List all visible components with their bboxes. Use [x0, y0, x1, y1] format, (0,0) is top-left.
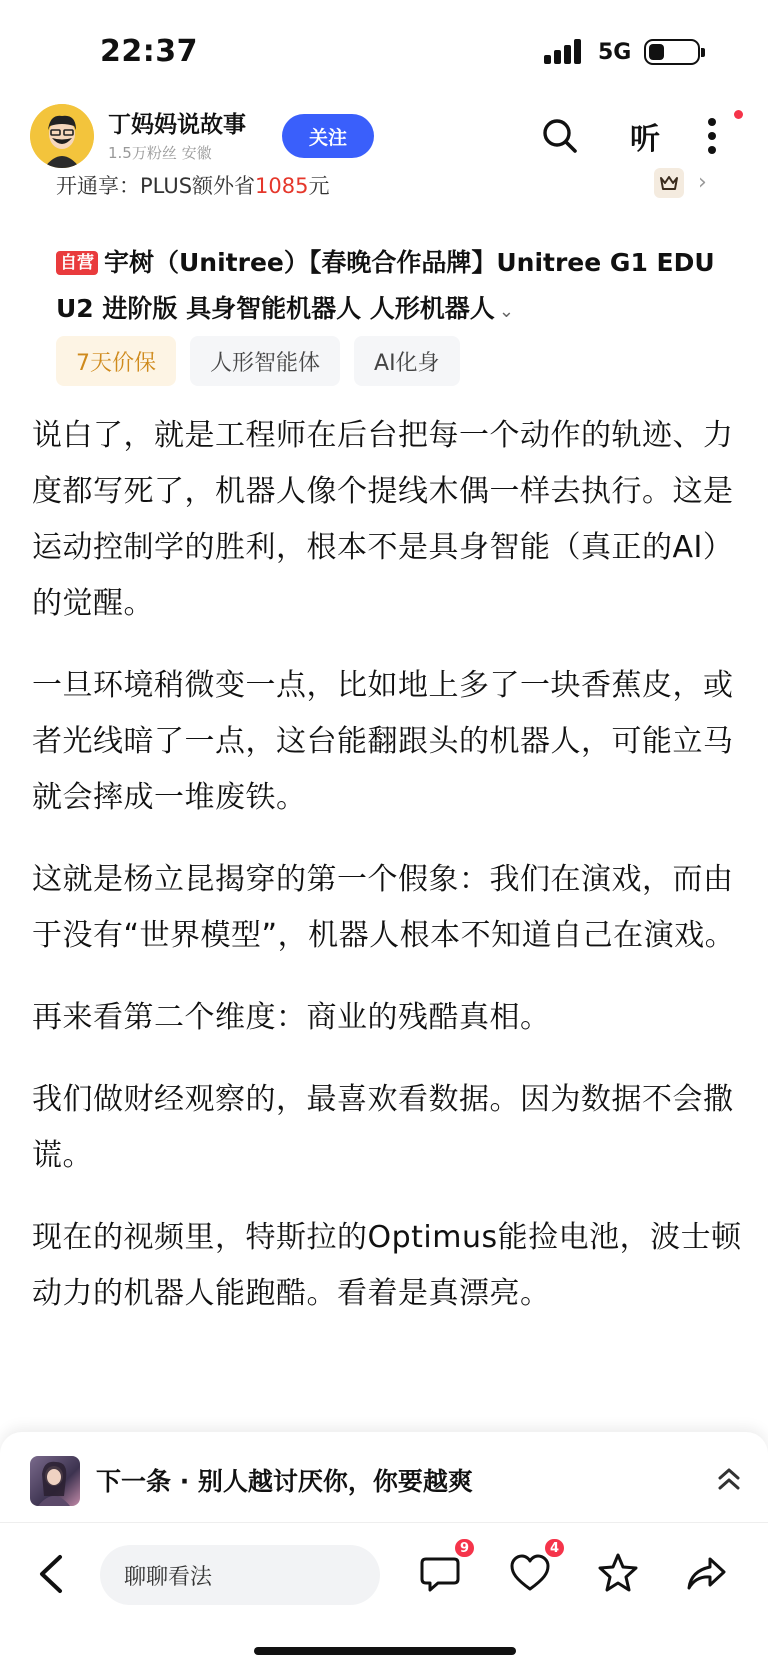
product-tags: [56, 336, 460, 386]
product-title[interactable]: [56, 240, 716, 335]
bottom-action-bar: [0, 1522, 768, 1667]
plus-amount: 1085: [255, 174, 309, 198]
battery-fill: [649, 44, 664, 60]
battery-icon: [644, 39, 700, 65]
status-bar: [0, 0, 768, 100]
search-icon[interactable]: [538, 114, 582, 158]
comment-input[interactable]: 聊聊看法: [100, 1545, 380, 1605]
star-icon: [596, 1551, 640, 1595]
product-title-text: 宇树（Unitree）【春晚合作品牌】Unitree G1 EDU U2 进阶版 具身智能机器人 人形机器人: [56, 248, 715, 323]
article-paragraph: 再来看第二个维度：商业的残酷真相。: [32, 1000, 551, 1035]
chevron-down-icon[interactable]: ⌄: [498, 301, 514, 322]
like-button[interactable]: [508, 1540, 559, 1595]
follow-button[interactable]: 关注: [282, 114, 374, 158]
plus-suffix: 元: [308, 174, 330, 198]
notification-dot: [734, 110, 743, 119]
comment-button[interactable]: [418, 1540, 469, 1595]
article-paragraph: 这就是杨立昆揭穿的第一个假象：我们在演戏，而由于没有“世界模型”，机器人根本不知道自己在演戏。: [32, 862, 736, 953]
chevron-right-icon: ›: [698, 170, 707, 195]
listen-button[interactable]: 听: [630, 122, 660, 157]
plus-prefix: 开通享：PLUS额外省: [56, 174, 256, 198]
tag-ai-avatar[interactable]: AI化身: [354, 336, 460, 386]
next-article-bar[interactable]: [0, 1432, 768, 1522]
crown-icon: [654, 168, 684, 198]
tag-price-protect[interactable]: 7天价保: [56, 336, 176, 386]
author-meta: 1.5万粉丝 安徽: [108, 144, 212, 162]
double-chevron-up-icon[interactable]: [712, 1462, 746, 1496]
status-time: 22:37: [100, 34, 198, 69]
network-type: 5G: [598, 40, 632, 65]
plus-savings-row[interactable]: [56, 170, 716, 200]
avatar[interactable]: [30, 104, 94, 168]
self-operated-badge: 自营: [56, 251, 98, 275]
article-paragraph: 现在的视频里，特斯拉的Optimus能捡电池，波士顿动力的机器人能跑酷。看着是真漂亮。: [32, 1220, 742, 1311]
signal-icon: [544, 38, 584, 64]
author-name[interactable]: 丁妈妈说故事: [108, 112, 246, 138]
home-indicator[interactable]: [254, 1647, 516, 1655]
article-paragraph: 说白了，就是工程师在后台把每一个动作的轨迹、力度都写死了，机器人像个提线木偶一样去执行。这是运动控制学的胜利，根本不是具身智能（真正的AI）的觉醒。: [32, 418, 734, 621]
comment-count-badge: 9: [453, 1537, 476, 1559]
author-header: [0, 100, 768, 176]
share-button[interactable]: [684, 1551, 728, 1595]
avatar-illustration: [30, 104, 94, 168]
next-article-thumbnail: [30, 1456, 80, 1506]
tag-humanoid[interactable]: 人形智能体: [190, 336, 340, 386]
heart-icon: [508, 1551, 552, 1595]
article-paragraph: 一旦环境稍微变一点，比如地上多了一块香蕉皮，或者光线暗了一点，这台能翻跟头的机器人，可能立马就会摔成一堆废铁。: [32, 668, 734, 815]
back-arrow-icon[interactable]: [34, 1551, 68, 1597]
like-count-badge: 4: [543, 1537, 566, 1559]
more-icon[interactable]: [700, 114, 724, 158]
article-paragraph: 我们做财经观察的，最喜欢看数据。因为数据不会撒谎。: [32, 1082, 734, 1173]
next-article-title[interactable]: 下一条 · 别人越讨厌你，你要越爽: [96, 1467, 473, 1496]
favorite-button[interactable]: [596, 1551, 640, 1595]
share-icon: [684, 1551, 728, 1595]
comment-icon: [418, 1551, 462, 1595]
article-body: [32, 408, 744, 1348]
